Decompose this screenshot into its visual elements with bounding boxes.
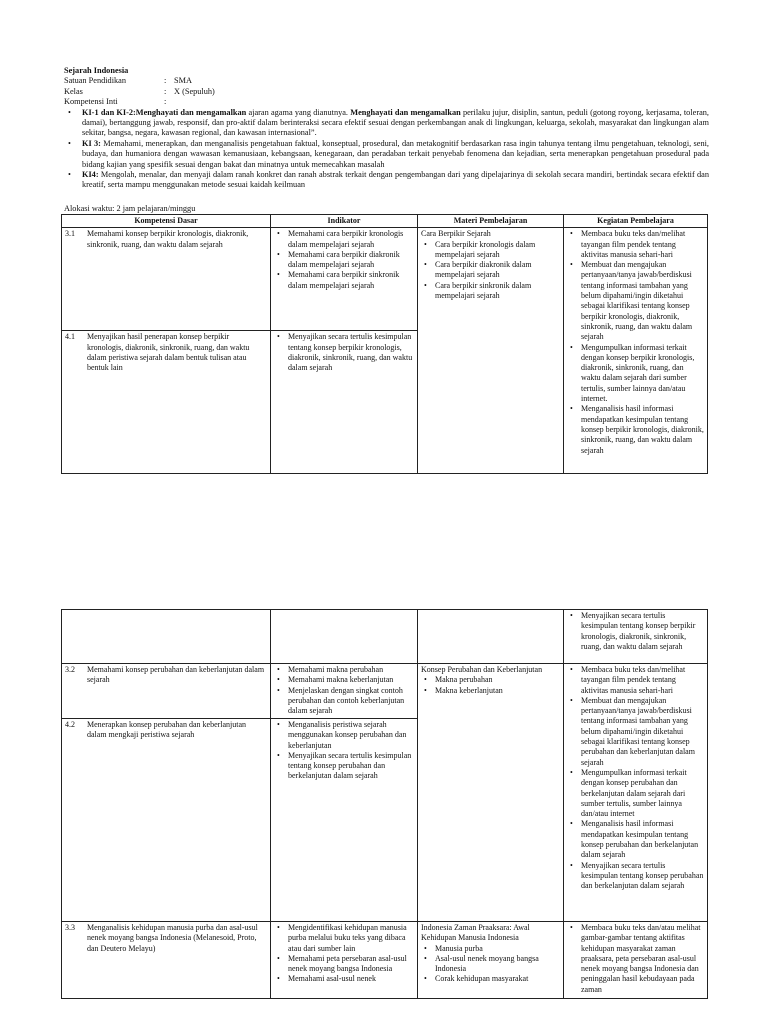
list-item: • Memahami asal-usul nenek <box>288 974 414 984</box>
materi-cell <box>418 664 564 922</box>
list-item: • Menganalisis hasil informasi mendapatkan kesimpulan tentang konsep perubahan dan berkelanjutan dalam sejarah <box>581 819 704 860</box>
kd-text: Menganalisis kehidupan manusia purba dan asal-usul nenek moyang bangsa Indonesia (Melanesoid, Proto, dan Deutero Melayu) <box>87 923 258 953</box>
kd-cell <box>62 719 271 922</box>
list-item: • Membaca buku teks dan/melihat tayangan film pendek tentang aktivitas manusia sehari-hari <box>581 229 704 260</box>
kd-text: Menyajikan hasil penerapan konsep berpikir kronologis, diakronik, sinkronik, ruang, dan waktu dalam peristiwa sejarah dalam bentuk tulisan atau bentuk lain <box>87 332 250 373</box>
field-label: Kompetensi Inti <box>64 97 118 107</box>
list-item: • Memahami cara berpikir diakronik dalam mempelajari sejarah <box>288 250 414 271</box>
field-separator: : <box>164 76 167 86</box>
kegiatan-cell <box>564 922 708 999</box>
kd-text: Memahami konsep perubahan dan keberlanjutan dalam sejarah <box>87 665 265 685</box>
kd-number: 3.1 <box>65 229 75 239</box>
kd-cell <box>62 922 271 999</box>
kd-text: Menerapkan konsep perubahan dan keberlanjutan dalam mengkaji peristiwa sejarah <box>87 720 247 740</box>
materi-title: Cara Berpikir Sejarah <box>421 229 491 239</box>
ki-bold: Menghayati dan mengamalkan <box>350 107 461 117</box>
list-item: • Menyajikan secara tertulis kesimpulan tentang konsep berpikir kronologis, diakronik, sinkronik, ruang, dan waktu dalam sejarah <box>288 332 414 373</box>
table-header-row <box>62 215 708 228</box>
list-item: • Memahami peta persebaran asal-usul nenek moyang bangsa Indonesia <box>288 954 414 975</box>
kd-cell <box>62 228 271 331</box>
list-item: • Menjelaskan dengan singkat contoh perubahan dan contoh keberlanjutan dalam sejarah <box>288 686 414 717</box>
kd-number: 4.1 <box>65 332 75 342</box>
silabus-table-continued <box>61 609 708 999</box>
list-item: • Memahami cara berpikir sinkronik dalam mempelajari sejarah <box>288 270 414 291</box>
list-item: • Menganalisis peristiwa sejarah menggunakan konsep perubahan dan keberlanjutan <box>288 720 414 751</box>
alokasi-waktu: Alokasi waktu: 2 jam pelajaran/minggu <box>64 204 196 213</box>
ki-text-2: perilaku jujur, disiplin, santun, peduli (gotong royong, kerjasama, toleran, damai), bertanggung jawab, responsif, dan pro-aktif dalam berinteraksi secara efektif sesuai dengan perkembangan anak di lingkungan, keluarga, sekolah, masyarakat dan lingkungan alam sekitar, bangsa, negara, kawasan regional, dan kawasan internasional”. <box>82 107 709 138</box>
ki-lead: KI 3: <box>82 138 101 148</box>
field-kelas <box>64 87 709 97</box>
list-item: • Cara berpikir sinkronik dalam mempelajari sejarah <box>435 281 560 302</box>
indikator-cell <box>271 719 418 922</box>
kd-text: Memahami konsep berpikir kronologis, diakronik, sinkronik, ruang, dan waktu dalam sejarah <box>87 229 249 249</box>
list-item: • Makna perubahan <box>435 675 560 685</box>
list-item: • Manusia purba <box>435 944 560 954</box>
list-item: • Membaca buku teks dan/atau melihat gambar-gambar tentang aktifitas kehidupan masyarakat zaman praaksara, peta persebaran asal-usul nenek moyang bangsa Indonesia dan peninggalan hasil kebudayaan pada zaman <box>581 923 704 995</box>
ki-text: Memahami, menerapkan, dan menganalisis pengetahuan faktual, konseptual, prosedural, dan metakognitif berdasarkan rasa ingin tahunya tentang ilmu pengetahuan, teknologi, seni, budaya, dan humaniora dengan wawasan kemanusiaan, kebangsaan, kenegaraan, dan peradaban terkait penyebab fenomena dan kejadian, serta menerapkan pengetahuan prosedural pada bidang kajian yang spesifik sesuai dengan bakat dan minatnya untuk memecahkan masalah <box>82 138 709 169</box>
kegiatan-cell <box>564 610 708 664</box>
list-item: • Memahami cara berpikir kronologis dalam mempelajari sejarah <box>288 229 414 250</box>
ki-text: ajaran agama yang dianutnya. <box>246 107 351 117</box>
materi-cell <box>418 922 564 999</box>
header-indikator: Indikator <box>271 215 418 228</box>
materi-title: Konsep Perubahan dan Keberlanjutan <box>421 665 543 674</box>
list-item: • Corak kehidupan masyarakat <box>435 974 560 984</box>
list-item: • Menyajikan secara tertulis kesimpulan tentang konsep perubahan dan berkelanjutan dalam sejarah <box>288 751 414 782</box>
kd-cell <box>62 610 271 664</box>
ki-item-1 <box>82 108 709 139</box>
list-item: • Membaca buku teks dan/melihat tayangan film pendek tentang aktivitas manusia sehari-hari <box>581 665 704 696</box>
materi-cell <box>418 610 564 664</box>
list-item: • Cara berpikir diakronik dalam mempelajari sejarah <box>435 260 560 281</box>
indikator-cell <box>271 922 418 999</box>
table-row <box>62 664 708 719</box>
list-item: • Mengumpulkan informasi terkait dengan konsep perubahan dan berkelanjutan dalam sejarah dari sumber tertulis, sumber lainnya dan/atau internet <box>581 768 704 819</box>
table-row <box>62 922 708 999</box>
field-value: SMA <box>174 76 192 86</box>
field-label: Satuan Pendidikan <box>64 76 126 86</box>
indikator-cell <box>271 331 418 474</box>
field-satuan-pendidikan <box>64 76 709 86</box>
ki-item-3 <box>82 139 709 170</box>
list-item: • Menyajikan secara tertulis kesimpulan tentang konsep perubahan dan berkelanjutan dalam sejarah <box>581 861 704 892</box>
indikator-cell <box>271 610 418 664</box>
kd-number: 3.2 <box>65 665 75 674</box>
list-item: • Membuat dan mengajukan pertanyaan/tanya jawab/berdiskusi tentang informasi tambahan yang belum dipahami/ingin diketahui sebagai klarifikasi tentang konsep perubahan dan keberlanjutan dalam sejarah <box>581 696 704 768</box>
list-item: • Memahami makna keberlanjutan <box>288 675 414 685</box>
ki-lead: KI4: <box>82 170 99 180</box>
kd-number: 4.2 <box>65 720 75 729</box>
materi-title: Indonesia Zaman Praaksara: Awal Kehidupan Manusia Indonesia <box>421 923 530 943</box>
list-item: • Menganalisis hasil informasi mendapatkan kesimpulan tentang konsep berpikir kronologis, diakronik, sinkronik, ruang, dan waktu dalam sejarah <box>581 404 704 455</box>
kegiatan-cell <box>564 664 708 922</box>
subject-title: Sejarah Indonesia <box>64 66 129 75</box>
ki-text: Mengolah, menalar, dan menyaji dalam ranah konkret dan ranah abstrak terkait dengan pengembangan dari yang dipelajarinya di sekolah secara mandiri, bertindak secara efektif dan kreatif, serta mampu menggunakan metode sesuai kaidah keilmuan <box>82 170 709 190</box>
kegiatan-cell <box>564 228 708 474</box>
kompetensi-inti-list <box>64 108 709 191</box>
list-item: • Mengumpulkan informasi terkait dengan konsep berpikir kronologis, diakronik, sinkronik, ruang, dan waktu dalam sejarah dari sumber tertulis, sumber lainnya dan/atau internet. <box>581 343 704 405</box>
header-materi: Materi Pembelajaran <box>418 215 564 228</box>
field-kompetensi-inti <box>64 97 709 107</box>
materi-cell <box>418 228 564 474</box>
document-header <box>64 66 709 191</box>
indikator-cell <box>271 664 418 719</box>
field-value: X (Sepuluh) <box>174 86 215 96</box>
list-item: • Menyajikan secara tertulis kesimpulan tentang konsep berpikir kronologis, diakronik, sinkronik, ruang, dan waktu dalam sejarah <box>581 611 704 652</box>
list-item: • Asal-usul nenek moyang bangsa Indonesia <box>435 954 560 975</box>
ki-lead: KI-1 dan KI-2:Menghayati dan mengamalkan <box>82 107 247 117</box>
list-item: • Cara berpikir kronologis dalam mempelajari sejarah <box>435 240 560 261</box>
ki-item-4 <box>82 170 709 191</box>
table-row <box>62 610 708 664</box>
field-label: Kelas <box>64 86 83 96</box>
table-row <box>62 228 708 331</box>
list-item: • Mengidentifikasi kehidupan manusia purba melalui buku teks yang dibaca atau dari sumber lain <box>288 923 414 954</box>
indikator-cell <box>271 228 418 331</box>
kd-cell <box>62 331 271 474</box>
header-kegiatan: Kegiatan Pembelajara <box>564 215 708 228</box>
header-kompetensi-dasar: Kompetensi Dasar <box>62 215 271 228</box>
list-item: • Makna keberlanjutan <box>435 686 560 696</box>
list-item: • Memahami makna perubahan <box>288 665 414 675</box>
kd-number: 3.3 <box>65 923 75 932</box>
field-separator: : <box>164 86 167 96</box>
field-separator: : <box>164 97 167 107</box>
list-item: • Membuat dan mengajukan pertanyaan/tanya jawab/berdiskusi tentang informasi tambahan yang belum dipahami/ingin diketahui sebagai klarifikasi tentang konsep berpikir kronologis, diakronik, sinkronik, ruang, dan waktu dalam sejarah <box>581 260 704 342</box>
kd-cell <box>62 664 271 719</box>
silabus-table <box>61 214 708 474</box>
